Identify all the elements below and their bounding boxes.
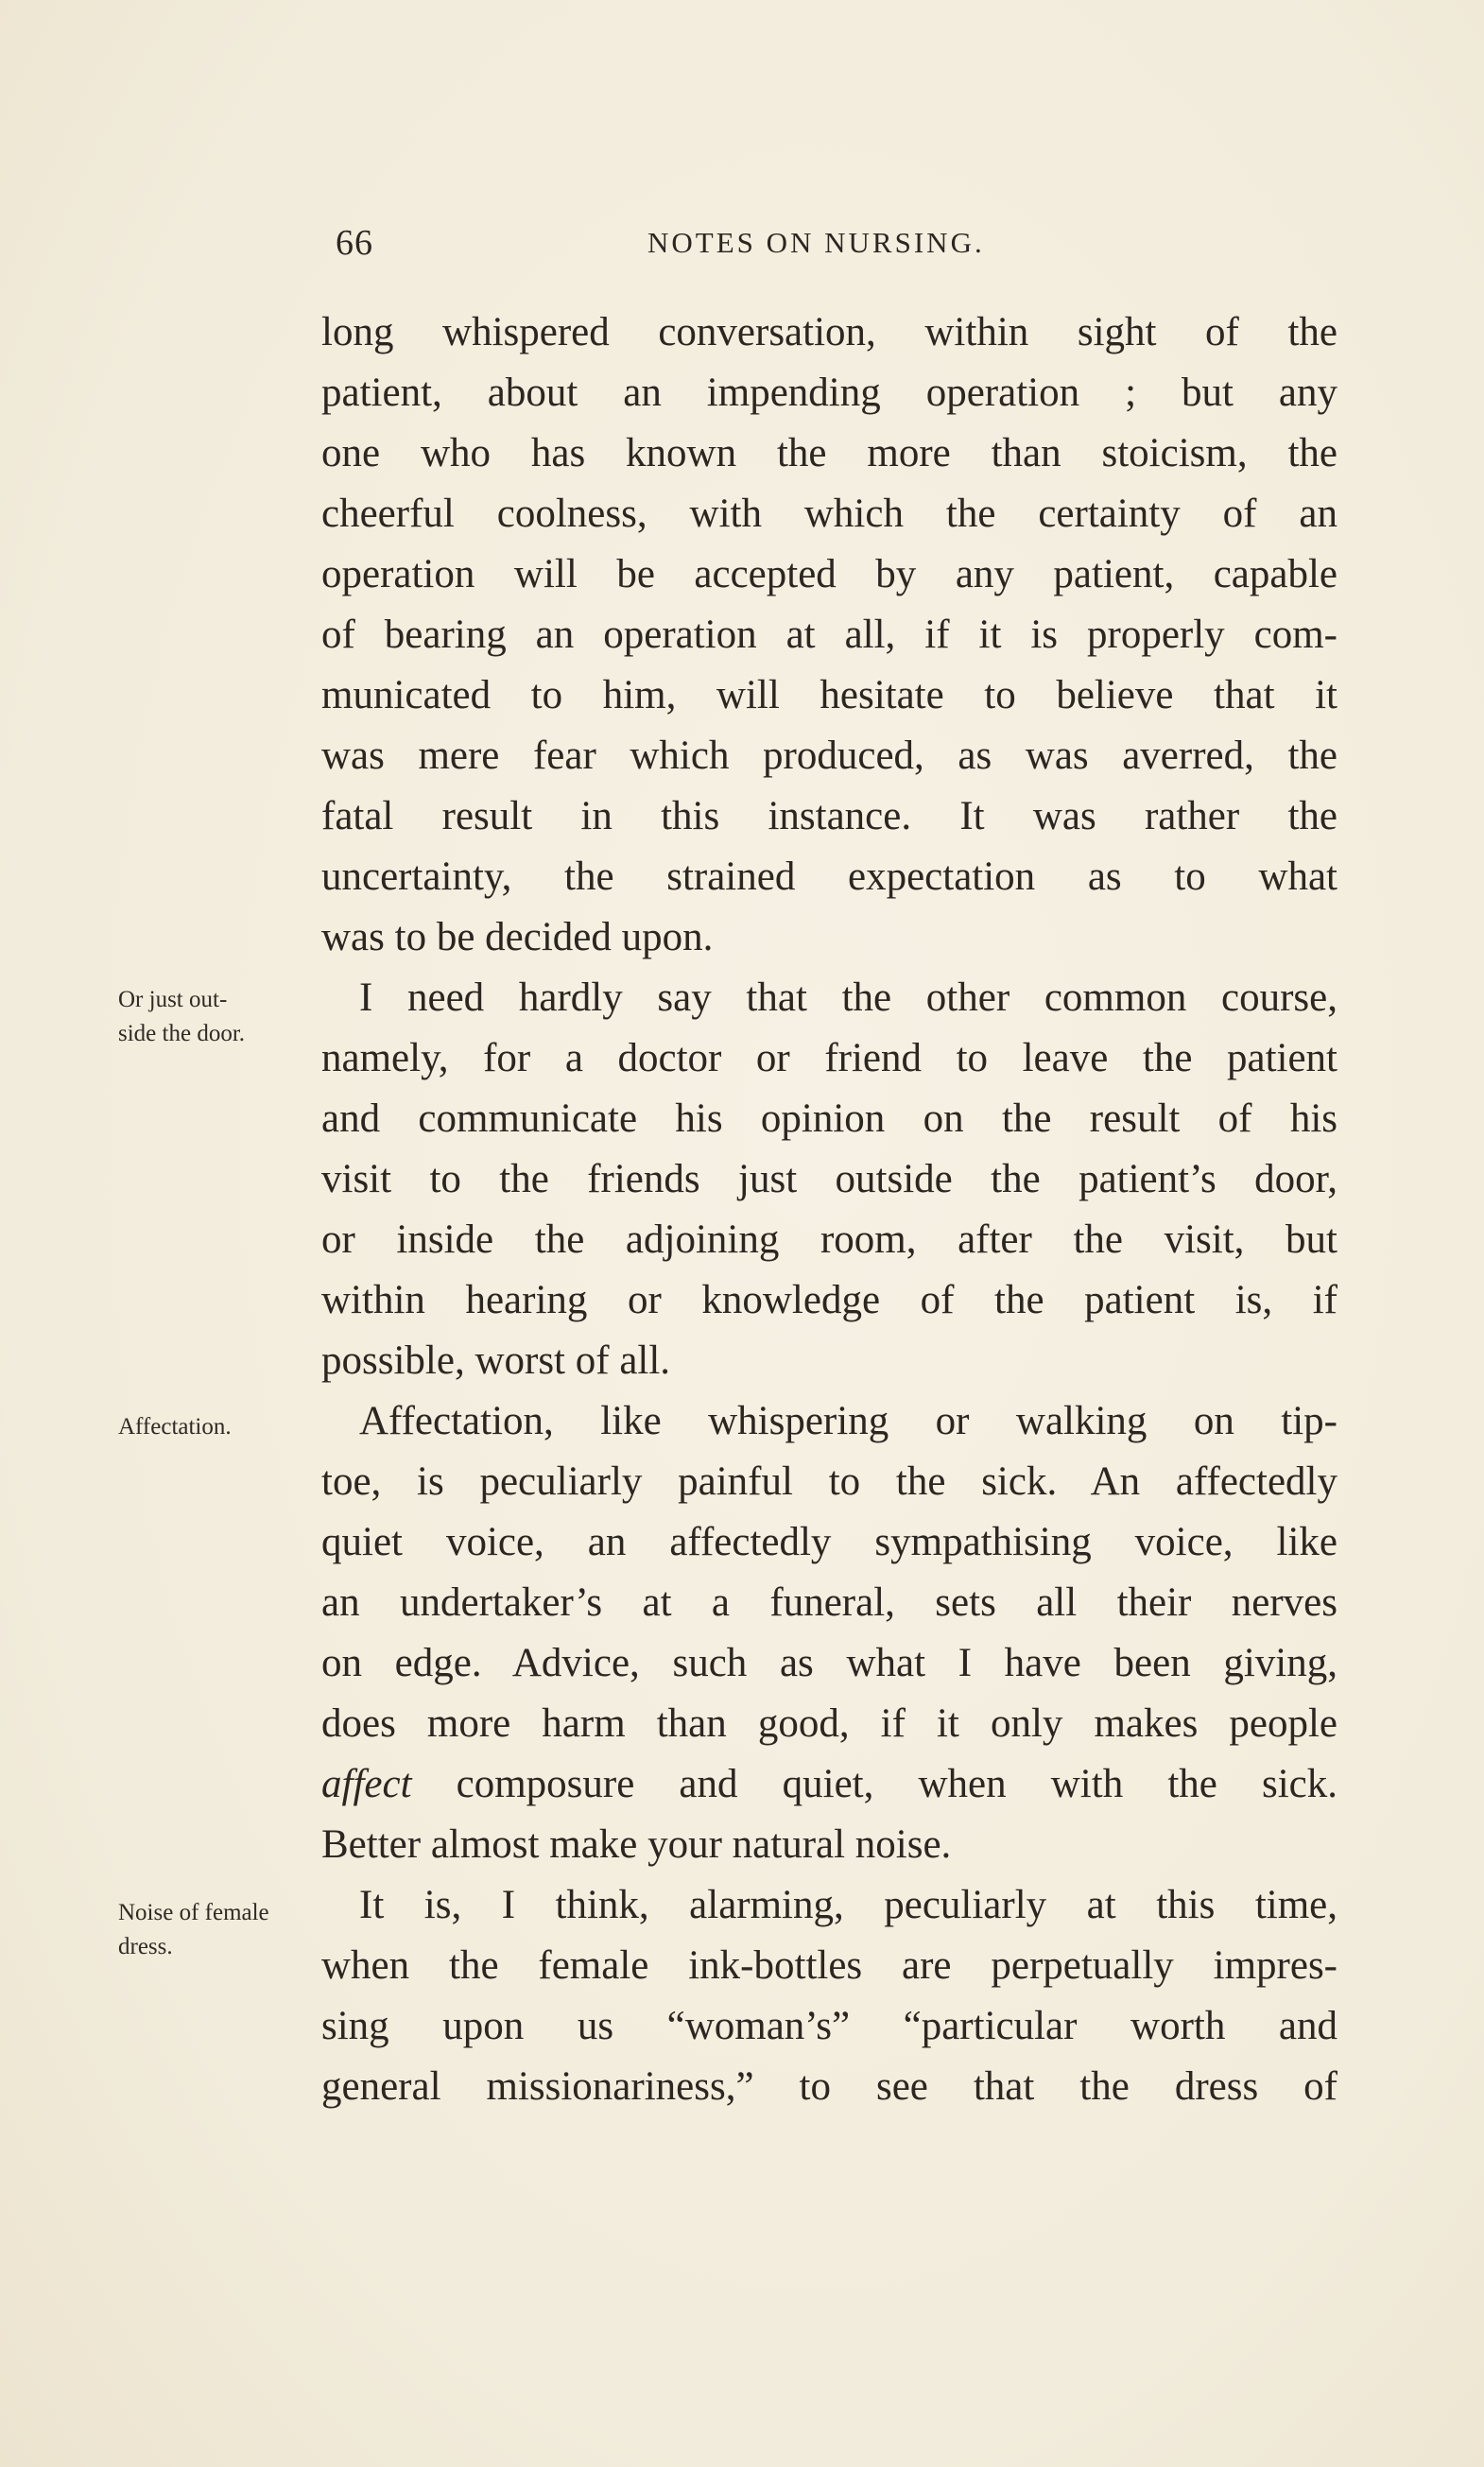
body-line-with-emphasis xyxy=(321,1754,1337,1815)
running-head: NOTES ON NURSING. xyxy=(647,226,985,259)
body-line: was mere fear which produced, as was averred, the xyxy=(321,733,1337,778)
body-line: within hearing or knowledge of the patient is, if xyxy=(321,1278,1337,1322)
body-line: namely, for a doctor or friend to leave the patient xyxy=(321,1036,1337,1080)
sidenote-line: side the door. xyxy=(118,1021,246,1046)
body-line: toe, is peculiarly painful to the sick. An affectedly xyxy=(321,1459,1337,1504)
body-line-remainder: composure and quiet, when with the sick. xyxy=(456,1762,1337,1806)
body-line: sing upon us “woman’s” “particular worth and xyxy=(321,2004,1337,2048)
body-line: cheerful coolness, with which the certainty of an xyxy=(321,492,1337,536)
body-line: municated to him, will hesitate to believe that it xyxy=(321,673,1337,717)
body-line: I need hardly say that the other common course, xyxy=(359,975,1337,1020)
body-line: one who has known the more than stoicism, the xyxy=(321,431,1337,475)
body-line: Affectation, like whispering or walking on tip- xyxy=(359,1399,1337,1443)
page-number: 66 xyxy=(336,223,373,263)
body-line: does more harm than good, if it only makes people xyxy=(321,1701,1337,1746)
body-line: uncertainty, the strained expectation as to what xyxy=(321,854,1337,899)
body-line: operation will be accepted by any patient, capable xyxy=(321,552,1337,596)
body-line: general missionariness,” to see that the dress of xyxy=(321,2064,1337,2109)
body-line: and communicate his opinion on the result of his xyxy=(321,1096,1337,1141)
body-line: on edge. Advice, such as what I have been giving, xyxy=(321,1641,1337,1685)
body-text xyxy=(321,302,1337,2117)
body-line: quiet voice, an affectedly sympathising voice, like xyxy=(321,1520,1337,1564)
body-line: long whispered conversation, within sight of the xyxy=(321,310,1337,354)
body-line: of bearing an operation at all, if it is properly com- xyxy=(321,612,1337,657)
sidenote-line: Or just out- xyxy=(118,987,228,1012)
body-line: possible, worst of all. xyxy=(321,1338,671,1383)
sidenote-affectation xyxy=(118,1410,232,1444)
body-line: patient, about an impending operation ; but any xyxy=(321,371,1337,415)
body-line: Better almost make your natural noise. xyxy=(321,1822,952,1867)
page-header xyxy=(336,222,1337,269)
body-line: It is, I think, alarming, peculiarly at this time, xyxy=(359,1883,1337,1927)
sidenote-line: Noise of female xyxy=(118,1900,269,1925)
body-line: or inside the adjoining room, after the visit, but xyxy=(321,1217,1337,1262)
body-line: an undertaker’s at a funeral, sets all their nerves xyxy=(321,1580,1337,1625)
sidenote-line: Affectation. xyxy=(118,1414,232,1440)
body-line: when the female ink-bottles are perpetually impres- xyxy=(321,1943,1337,1988)
sidenote-noise-of-female-dress xyxy=(118,1896,269,1964)
sidenote-line: dress. xyxy=(118,1934,173,1959)
body-line: visit to the friends just outside the patient’s door, xyxy=(321,1157,1337,1201)
body-line: fatal result in this instance. It was rather the xyxy=(321,794,1337,838)
sidenote-just-outside-door xyxy=(118,983,245,1051)
emphasized-word: affect xyxy=(321,1762,412,1806)
body-line: was to be decided upon. xyxy=(321,915,714,959)
